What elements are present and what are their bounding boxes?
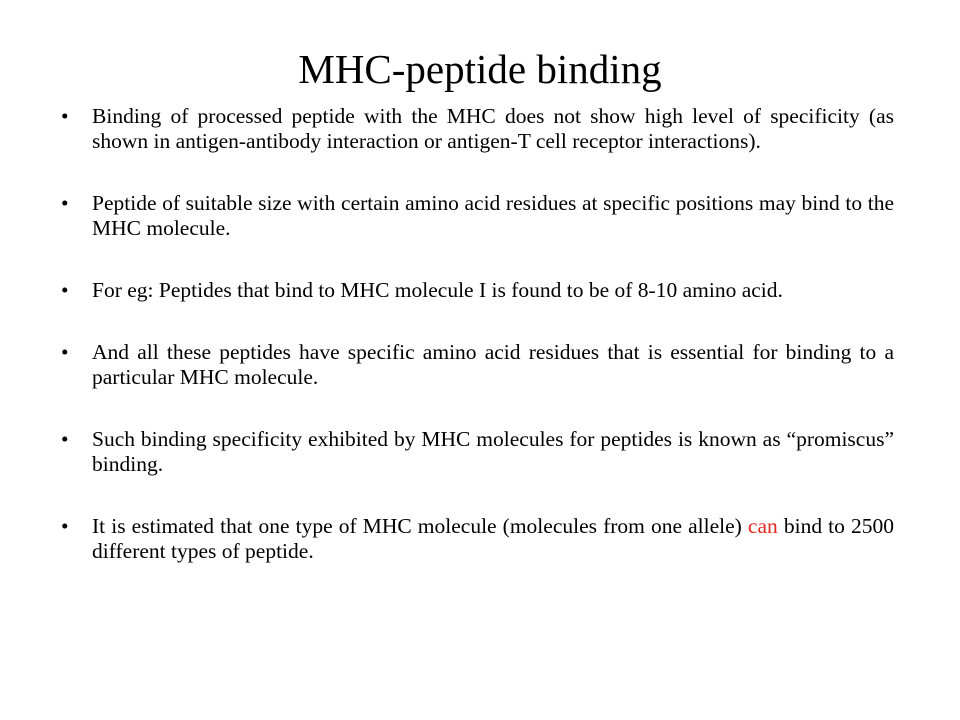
- bullet-icon: •: [61, 191, 69, 215]
- bullet-list: [58, 104, 894, 601]
- bullet-item-4: [58, 340, 894, 390]
- bullet-text-before: It is estimated that one type of MHC molecule (molecules from one allele): [92, 514, 748, 538]
- bullet-text: Binding of processed peptide with the MHC does not show high level of specificity (as shown in antigen-antibody interaction or antigen-T cell receptor interactions).: [92, 104, 894, 153]
- highlighted-word: can: [747, 514, 778, 538]
- bullet-item-5: [58, 427, 894, 477]
- bullet-text-after: bind to 2500 different types of peptide.: [92, 514, 894, 563]
- bullet-text: And all these peptides have specific amino acid residues that is essential for binding to a particular MHC molecule.: [92, 340, 894, 389]
- bullet-icon: •: [61, 427, 69, 451]
- bullet-text: [92, 514, 894, 563]
- bullet-text: Peptide of suitable size with certain amino acid residues at specific positions may bind to the MHC molecule.: [92, 191, 894, 240]
- slide-title: MHC-peptide binding: [298, 46, 662, 92]
- bullet-icon: •: [61, 278, 69, 302]
- bullet-icon: •: [61, 514, 69, 538]
- bullet-text: Such binding specificity exhibited by MHC molecules for peptides is known as “promiscus” binding.: [92, 427, 894, 476]
- bullet-item-6: [58, 514, 894, 564]
- bullet-icon: •: [61, 340, 69, 364]
- bullet-item-2: [58, 191, 894, 241]
- bullet-item-1: [58, 104, 894, 154]
- bullet-item-3: [58, 278, 894, 303]
- bullet-icon: •: [61, 104, 69, 128]
- bullet-text: For eg: Peptides that bind to MHC molecule I is found to be of 8-10 amino acid.: [92, 278, 783, 302]
